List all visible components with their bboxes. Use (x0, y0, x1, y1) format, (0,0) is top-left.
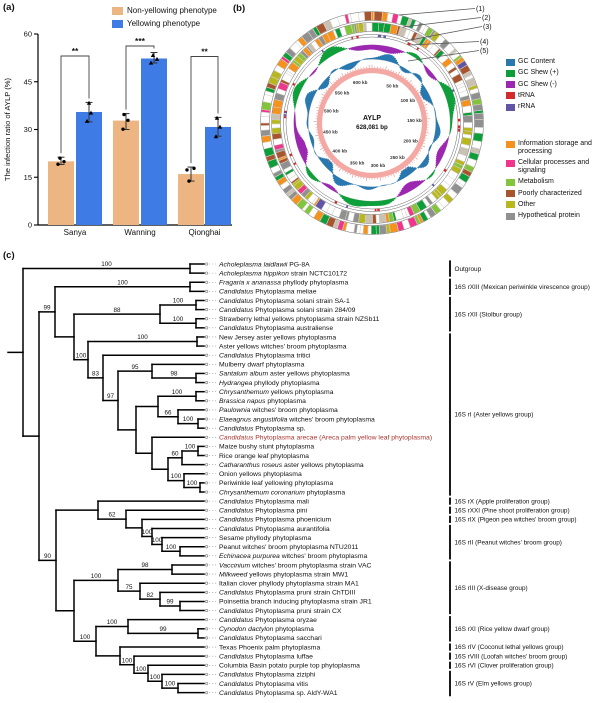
genome-track-legend (506, 58, 596, 115)
legend-label: Other (518, 200, 536, 208)
ring-callout-label: (1) (476, 6, 485, 13)
tip-marker (205, 281, 207, 283)
legend-item (506, 190, 596, 198)
tip-marker (205, 345, 207, 347)
bootstrap-value: 99 (43, 304, 51, 312)
group-label: 16S rIX (Pigeon pea witches' broom group) (454, 516, 577, 524)
nonyellowing-swatch (112, 7, 123, 15)
legend-item (506, 178, 596, 186)
taxon-label: Fragaria x ananassa phyllody phytoplasma (219, 279, 349, 287)
y-tick-label: 0 (27, 220, 32, 230)
taxon-label: Candidatus Phytoplasma pini (219, 507, 308, 515)
bootstrap-value: 100 (184, 443, 196, 451)
tip-marker (205, 436, 207, 438)
taxon-label: Periwinkle leaf yellowing phytoplasma (219, 480, 334, 488)
taxon-label: Columbia Basin potato purple top phytoplasma (219, 662, 360, 670)
group-label: 16S rXI (Rice yellow dwarf group) (454, 626, 550, 633)
bar-chart-panel (3, 30, 232, 237)
taxon-label: Echinacea purpurea witches' broom phytoplasma (219, 553, 368, 561)
taxon-label: Candidatus Phytoplasma sp. (219, 425, 306, 433)
yellowing-label: Yellowing phenotype (127, 19, 201, 28)
nonyellowing-label: Non-yellowing phenotype (127, 6, 217, 15)
taxon-label: Candidatus Phytoplasma ziziphi (219, 671, 316, 679)
backbone-ring (320, 71, 425, 176)
tip-marker (205, 409, 207, 411)
bootstrap-value: 90 (43, 553, 52, 561)
bootstrap-value: 100 (101, 261, 112, 269)
bootstrap-value: 100 (75, 352, 87, 360)
group-label: 16S rI (Aster yellows group) (454, 411, 534, 419)
legend-item (506, 201, 596, 209)
bootstrap-value: 100 (172, 315, 184, 323)
bootstrap-value: 100 (106, 619, 118, 627)
gene-segment-ring (272, 23, 473, 224)
bootstrap-value: 100 (164, 680, 176, 688)
callout-line (399, 9, 475, 16)
ring-callout-label: (3) (483, 24, 492, 31)
bootstrap-value: 62 (108, 511, 116, 519)
tip-marker (205, 618, 207, 620)
taxon-label: Sesame phyllody phytoplasma (219, 534, 312, 542)
tip-marker (205, 336, 207, 338)
taxon-label: Paulownia witches' broom phytoplasma (219, 407, 338, 415)
bootstrap-value: 66 (164, 409, 172, 417)
position-label: 500 kb (323, 108, 339, 114)
group-label: 16S rV (Elm yellows group) (454, 680, 532, 688)
data-point (185, 168, 188, 171)
tip-marker (205, 564, 207, 566)
legend-label: Cellular processes and signaling (518, 159, 590, 174)
tip-marker (205, 673, 207, 675)
x-category-label: Sanya (63, 228, 87, 237)
tip-marker (205, 582, 207, 584)
tip-marker (205, 400, 207, 402)
position-label: 350 kb (349, 160, 365, 166)
bootstrap-value: 100 (186, 480, 198, 488)
legend-label: tRNA (518, 91, 535, 99)
bootstrap-value: 100 (172, 297, 184, 305)
bootstrap-value: 100 (151, 537, 163, 545)
taxon-label: Strawberry lethal yellows phytoplasma strain NZSb11 (219, 316, 380, 324)
bootstrap-value: 100 (135, 665, 147, 673)
significance-stars: ** (201, 46, 208, 57)
bar (113, 121, 139, 225)
legend-item (506, 212, 596, 220)
tip-marker (205, 527, 207, 529)
data-point (58, 156, 61, 159)
legend-item (506, 159, 596, 175)
legend-label: Information storage and processing (518, 140, 592, 155)
taxon-label: Candidatus Phytoplasma solani strain 284/09 (219, 306, 356, 314)
group-label: Outgroup (454, 265, 482, 273)
bootstrap-value: 100 (90, 572, 102, 580)
group-label: 16S rVI (Clover proliferation group) (454, 662, 554, 670)
data-point (126, 119, 129, 122)
ring-callout-label: (4) (480, 39, 489, 46)
genome-name: AYLP (362, 115, 382, 122)
tip-marker (205, 299, 207, 301)
taxon-label: Candidatus Phytoplasma aurantifolia (219, 525, 330, 533)
yellowing-swatch (112, 20, 123, 28)
legend-item-nonyellowing (112, 4, 217, 17)
bootstrap-value: 83 (91, 370, 100, 378)
legend-item (506, 92, 596, 100)
phenotype-legend (112, 4, 217, 30)
y-tick-label: 45 (23, 77, 32, 87)
taxon-label: Milkweed yellows phytoplasma strain MW1 (219, 571, 349, 579)
bootstrap-value: 99 (166, 598, 174, 606)
bar (178, 174, 204, 225)
tip-marker (205, 637, 207, 639)
ring-callout-label: (2) (482, 15, 491, 22)
taxon-label: Chrysanthemum coronarium phytoplasma (219, 489, 346, 497)
bootstrap-value: 95 (131, 363, 139, 371)
taxon-label: Candidatus Phytoplasma pruni strain CX (219, 607, 342, 615)
tip-marker (205, 263, 207, 265)
tip-marker (205, 463, 207, 465)
tip-marker (205, 454, 207, 456)
legend-swatch (506, 160, 515, 167)
legend-swatch (506, 179, 515, 186)
group-label: 16S rVIII (Loofah witches' broom group) (454, 653, 568, 661)
bar (141, 59, 167, 225)
taxon-label: Candidatus Phytoplasma pruni strain ChTDIII (219, 589, 356, 597)
position-label: 450 kb (323, 129, 338, 135)
data-point (151, 53, 155, 57)
tip-marker (205, 646, 207, 648)
genome-map-panel (261, 6, 492, 235)
legend-label: Hypothetical protein (518, 212, 580, 220)
taxon-label: Cynodon dactylon phytoplasma (219, 626, 314, 634)
tip-marker (205, 308, 207, 310)
data-point (56, 162, 59, 165)
legend-swatch (506, 81, 515, 88)
position-label: 200 kb (403, 138, 418, 144)
cog-category-legend (506, 140, 596, 224)
tip-marker (205, 272, 207, 274)
tip-marker (205, 600, 207, 602)
bootstrap-value: 100 (137, 334, 148, 342)
legend-swatch (506, 190, 515, 197)
tip-marker (205, 518, 207, 520)
tip-marker (205, 491, 207, 493)
bar (76, 112, 102, 225)
data-point (192, 167, 195, 170)
taxon-label: Candidatus Phytoplasma tritici (219, 352, 311, 360)
significance-stars: *** (135, 36, 145, 46)
panel-c-tag: (c) (3, 250, 15, 261)
bootstrap-value: 100 (141, 529, 153, 537)
bootstrap-value: 98 (170, 370, 178, 378)
legend-label: rRNA (518, 103, 536, 111)
tip-marker (205, 381, 207, 383)
taxon-label: Candidatus Phytoplasma phoenicium (219, 516, 332, 524)
y-axis-title: The infection ratio of AYLP (%) (3, 77, 12, 182)
legend-swatch (506, 92, 515, 99)
bootstrap-value: 100 (171, 388, 183, 396)
legend-swatch (506, 141, 515, 148)
tip-marker (205, 573, 207, 575)
taxon-label: Candidatus Phytoplasma oryzae (219, 616, 317, 624)
data-point (62, 160, 65, 163)
bootstrap-value: 100 (149, 673, 161, 681)
taxon-label: Poinsettia branch inducing phytoplasma strain JR1 (219, 598, 372, 606)
tip-marker (205, 509, 207, 511)
bar (48, 161, 74, 225)
tip-marker (205, 363, 207, 365)
group-label: 16S rX (Apple proliferation group) (454, 498, 550, 506)
x-category-label: Wanning (124, 228, 156, 237)
position-label: 150 kb (407, 117, 422, 123)
legend-label: GC Shew (-) (518, 80, 557, 88)
taxon-label: Acholeplasma hippikon strain NCTC10172 (219, 270, 348, 278)
bootstrap-value: 100 (79, 633, 91, 641)
bootstrap-value: 97 (106, 393, 115, 401)
position-label: 550 kb (334, 90, 350, 96)
tip-marker (205, 390, 207, 392)
panel-a-tag: (a) (3, 2, 15, 13)
significance-stars: ** (71, 46, 79, 56)
taxon-label: Maize bushy stunt phytoplasma (219, 443, 315, 451)
taxon-label: Rice orange leaf phytoplasma (219, 452, 309, 460)
tip-marker (205, 664, 207, 666)
legend-label: GC Shew (+) (518, 69, 559, 77)
group-label: 16S rXII (Stolbur group) (454, 311, 522, 319)
taxon-label: Candidatus Phytoplasma sacchari (219, 635, 322, 643)
data-point (121, 127, 124, 130)
taxon-label: Catharanthus roseus aster yellows phytoplasma (219, 461, 364, 469)
legend-item (506, 103, 596, 111)
position-label: 400 kb (332, 148, 348, 154)
tip-marker (205, 418, 207, 420)
taxon-label: Candidatus Phytoplasma australiense (219, 325, 334, 333)
legend-label: Poorly characterized (518, 189, 582, 197)
tip-marker (205, 609, 207, 611)
phylo-tree-panel (8, 260, 590, 697)
genome-size: 628,081 bp (356, 124, 388, 131)
position-label: 100 kb (400, 97, 416, 103)
taxon-label: Peanut witches' broom phytoplasma NTU2011 (219, 544, 359, 552)
bootstrap-value: 99 (159, 625, 167, 633)
legend-label: Metabolism (518, 178, 554, 186)
bootstrap-value: 98 (141, 562, 149, 570)
bootstrap-value: 100 (165, 543, 177, 551)
legend-item (506, 81, 596, 89)
bootstrap-value: 100 (182, 416, 194, 424)
bootstrap-value: 82 (146, 591, 154, 599)
tip-marker (205, 473, 207, 475)
taxon-label: Candidatus Phytoplasma solani strain SA-1 (219, 297, 350, 305)
x-category-label: Qionghai (188, 228, 221, 237)
taxon-label: Hydrangea phyllody phytoplasma (219, 379, 320, 387)
tip-marker (205, 445, 207, 447)
tip-marker (205, 682, 207, 684)
position-label: 50 kb (386, 83, 399, 89)
taxon-label: Candidatus Phytoplasma meliae (219, 288, 317, 296)
bootstrap-value: 60 (171, 450, 179, 458)
bootstrap-value: 100 (117, 279, 128, 287)
taxon-label: Onion yellows phytoplasma (219, 471, 302, 479)
bootstrap-value: 100 (170, 473, 182, 481)
taxon-label: Italian clover phyllody phytoplasma strain MA1 (219, 580, 359, 588)
y-tick-label: 30 (23, 125, 32, 135)
legend-item (506, 69, 596, 77)
legend-item-yellowing (112, 17, 217, 30)
tip-marker (205, 591, 207, 593)
legend-swatch (506, 213, 515, 220)
tip-marker (205, 655, 207, 657)
panel-b-tag: (b) (233, 3, 246, 14)
legend-item (506, 58, 596, 66)
tip-marker (205, 691, 207, 693)
tip-marker (205, 500, 207, 502)
tip-marker (205, 327, 207, 329)
ring-callout-label: (5) (480, 48, 489, 55)
taxon-label: Chrysanthemum yellows phytoplasma (219, 388, 334, 396)
taxon-label: Texas Phoenix palm phytoplasma (219, 644, 321, 652)
taxon-label: Candidatus Phytoplasma vitis (219, 680, 309, 688)
taxon-label: Candidatus Phytoplasma arecae (Areca palm yellow leaf phytoplasma) (219, 434, 433, 442)
bootstrap-value: 75 (125, 583, 133, 591)
group-label: 16S rII (Peanut witches' broom group) (454, 539, 562, 547)
taxon-label: Vaccinium witches' broom phytoplasma strain VAC (219, 562, 372, 570)
bootstrap-value: 100 (121, 657, 133, 665)
taxon-label: Elaeagnus angustifolia witches' broom phytoplasma (219, 416, 375, 424)
tip-marker (205, 290, 207, 292)
taxon-label: Aster yellows witches' broom phytoplasma (219, 343, 347, 351)
legend-swatch (506, 104, 515, 111)
legend-label: GC Content (518, 58, 555, 65)
legend-swatch (506, 59, 515, 66)
tip-marker (205, 555, 207, 557)
tip-marker (205, 628, 207, 630)
legend-swatch (506, 70, 515, 77)
taxon-label: Santalum album aster yellows phytoplasma (219, 370, 350, 378)
tip-marker (205, 482, 207, 484)
bar (205, 127, 231, 225)
data-point (187, 179, 190, 182)
y-tick-label: 15 (23, 172, 32, 182)
group-label: 16S rXXI (Pine shoot proliferation group) (454, 507, 570, 515)
taxon-label: Acholeplasma laidlawii PG-8A (219, 261, 310, 269)
position-label: 600 kb (352, 79, 368, 85)
tip-marker (205, 536, 207, 538)
group-label: 16S rXIII (Mexican periwinkle virescence group) (454, 284, 590, 291)
taxon-label: Candidatus Phytoplasma luffae (219, 653, 313, 661)
tip-marker (205, 318, 207, 320)
taxon-label: New Jersey aster yellows phytoplasma (219, 334, 337, 342)
bootstrap-value: 88 (113, 306, 121, 314)
position-label: 300 kb (370, 162, 386, 168)
taxon-label: Brassica napus phytoplasma (219, 398, 306, 406)
taxon-label: Candidatus Phytoplasma mali (219, 498, 309, 506)
legend-item (506, 140, 596, 156)
tip-marker (205, 427, 207, 429)
position-label: 250 kb (390, 154, 405, 160)
tip-marker (205, 546, 207, 548)
group-label: 16S rIV (Coconut lethal yellows group) (454, 644, 564, 652)
legend-swatch (506, 201, 515, 208)
taxon-label: Mulberry dwarf phytoplasma (219, 361, 305, 369)
taxon-label: Candidatus Phytoplasma sp. AldY-WA1 (219, 689, 338, 697)
tip-marker (205, 372, 207, 374)
data-point (122, 113, 125, 116)
group-label: 16S rIII (X-disease group) (454, 584, 528, 592)
y-tick-label: 60 (23, 29, 32, 39)
tip-marker (205, 354, 207, 356)
